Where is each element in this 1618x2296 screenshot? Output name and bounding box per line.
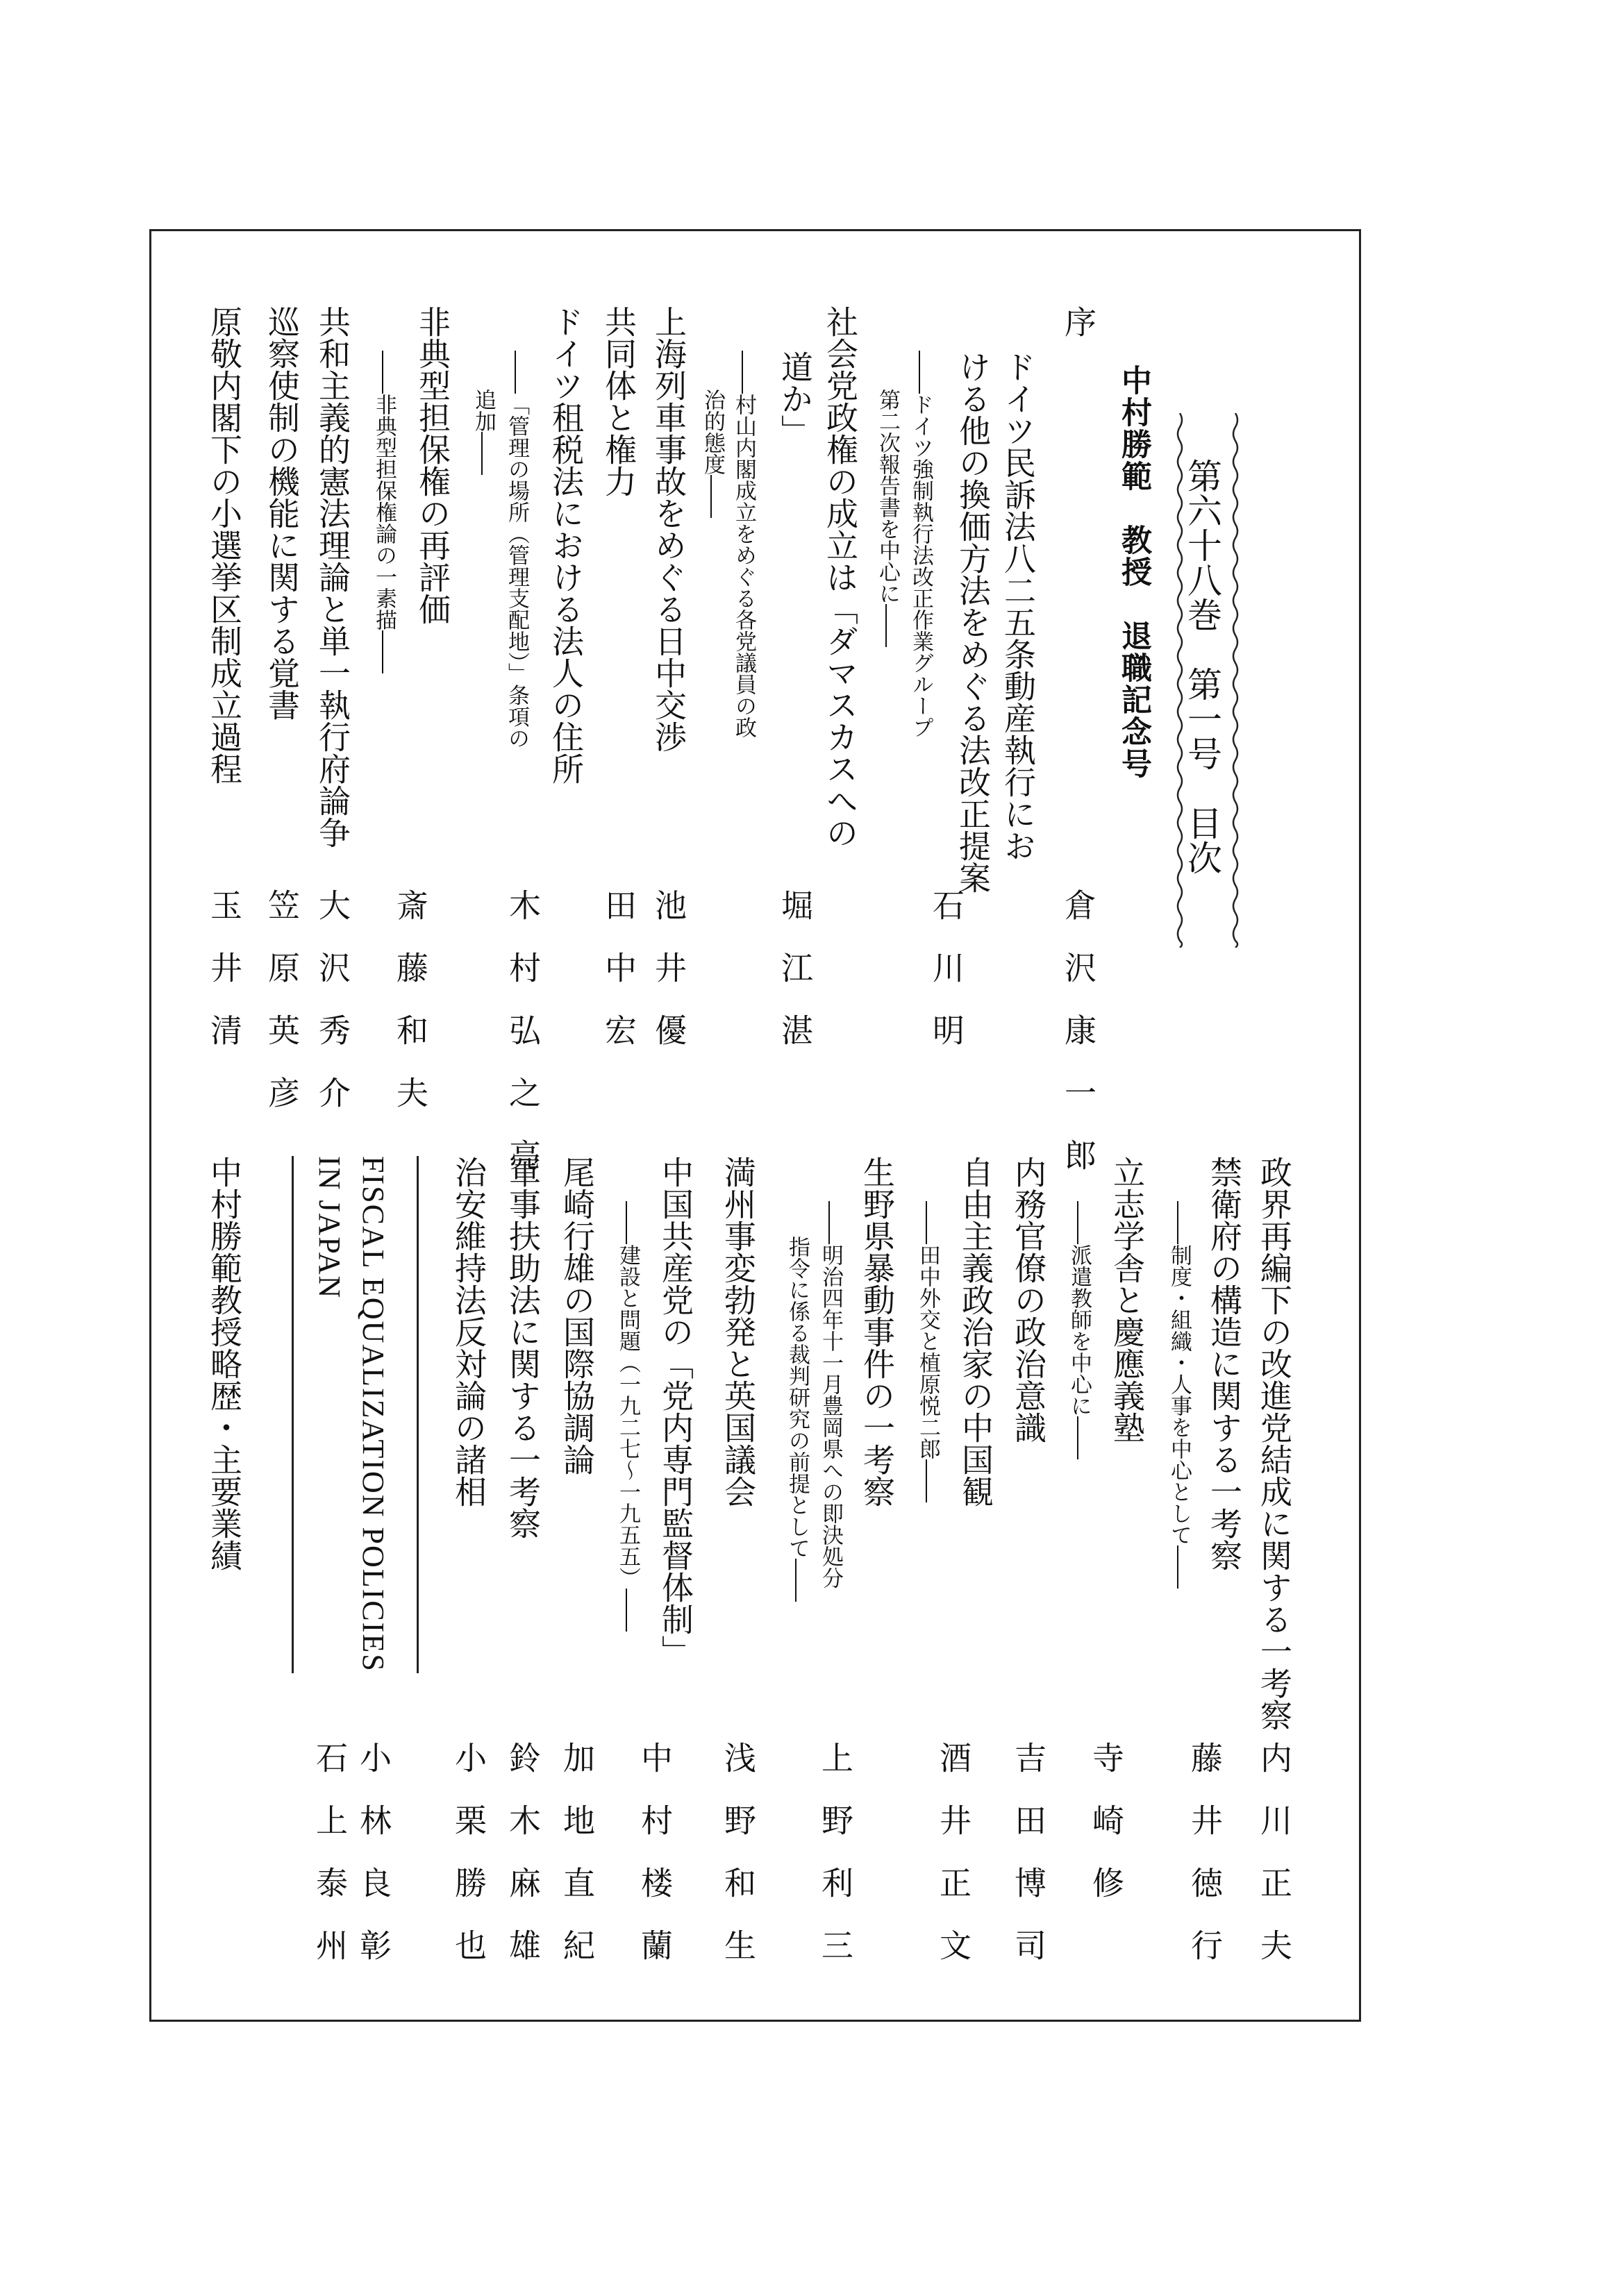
toc-author-8: 笠原英彦 [263,889,301,1139]
toc-subtitle-5: ――「管理の場所（管理支配地）」条項の [504,351,529,749]
toc-title-l5: 生野県暴動事件の一考察 [858,1156,896,1507]
toc-author-4: 田中宏 [600,889,637,1076]
toc-author-l4: 酒井正文 [935,1741,972,1991]
toc-author-3: 池井優 [650,889,687,1076]
toc-title-8: 巡察使制の機能に関する覚書 [263,305,301,721]
toc-title-l9: 軍事扶助法に関する一考察 [504,1156,542,1539]
toc-author-l10: 小栗勝也 [450,1741,487,1991]
toc-title-l3: 内務官僚の政治意識 [1010,1156,1047,1443]
toc-title-7: 共和主義的憲法理論と単一執行府論争 [314,305,351,848]
toc-author-l8: 加地直紀 [558,1741,596,1991]
toc-subtitle-2b: 治的態度―― [700,389,725,518]
toc-author-l7: 中村楼蘭 [636,1741,674,1991]
wavy-rule-right [1231,413,1240,948]
toc-title-l6: 満州事変勃発と英国議会 [719,1156,757,1507]
volume-title: 第六十八巻 第一号 目次 [1182,458,1222,875]
toc-title-l10: 治安維持法反対論の諸相 [450,1156,487,1507]
toc-author-7: 大沢秀介 [314,889,351,1139]
toc-author-l11b: 石上泰州 [311,1741,349,1991]
toc-title-1b: ける他の換価方法をめぐる法改正提案 [954,351,992,894]
toc-subtitle-1: ――ドイツ強制執行法改正作業グループ [908,351,933,738]
toc-title-l2: 立志学舎と慶應義塾 [1108,1156,1146,1443]
toc-title-l12: 中村勝範教授略歴・主要業績 [206,1156,243,1571]
toc-subtitle-5b: 追加―― [471,389,496,475]
toc-title-l4: 自由主義政治家の中国観 [957,1156,994,1507]
wavy-rule-left [1176,413,1184,948]
toc-author-l11: 小林良彰 [355,1741,392,1991]
toc-author-2: 堀江湛 [776,889,814,1076]
toc-author-6: 斎藤和夫 [392,889,429,1139]
toc-author-1: 石川明 [928,889,965,1076]
toc-title-l7: 中国共産党の「党内専門監督体制」 [657,1156,694,1667]
toc-title-l11b: IN JAPAN [312,1156,347,1300]
toc-title-4: 共同体と権力 [600,305,637,497]
toc-author-5: 木村弘之亮 [504,889,542,1201]
toc-author-l1: 藤井徳行 [1186,1741,1224,1991]
toc-author-9: 玉井清 [206,889,243,1076]
toc-title-2b: 道か」 [776,351,814,446]
separator-rule-1 [417,1156,419,1673]
toc-subtitle-l5b: 指令に係る裁判研究の前提として―― [785,1236,810,1602]
toc-subtitle-l1: ――制度・組織・人事を中心として―― [1167,1201,1192,1589]
separator-rule-2 [292,1156,294,1673]
toc-title-9: 原敬内閣下の小選挙区制成立過程 [206,305,243,785]
toc-subtitle-l5: ――明治四年十一月豊岡県への即決処分 [818,1201,843,1589]
toc-title-l8: 尾崎行雄の国際協調論 [558,1156,596,1475]
issue-title: 中村勝範 教授 退職記念号 [1116,364,1151,780]
toc-title-5: ドイツ租税法における法人の住所 [547,305,585,785]
toc-subtitle-l2: ――派遣教師を中心に―― [1067,1201,1092,1459]
toc-title-1: ドイツ民訴法八二五条動産執行にお [999,351,1037,862]
toc-title-l11: FISCAL EQUALIZATION POLICIES [356,1156,390,1673]
toc-author-l9: 鈴木麻雄 [504,1741,542,1991]
toc-title-6: 非典型担保権の再評価 [414,305,451,625]
toc-subtitle-2: ――村山内閣成立をめぐる各党議員の政 [731,351,756,738]
toc-subtitle-l4: ――田中外交と植原悦二郎―― [915,1201,940,1502]
toc-subtitle-6: ――非典型担保権論の一素描―― [372,351,397,673]
toc-author-l0: 内川正夫 [1256,1741,1293,1991]
toc-author-0: 倉沢康一郎 [1060,889,1097,1201]
toc-subtitle-1b: 第二次報告書を中心に―― [875,389,900,647]
toc-title-2: 社会党政権の成立は「ダマスカスへの [821,305,859,848]
toc-title-3: 上海列車事故をめぐる日中交渉 [650,305,687,753]
toc-author-l2: 寺崎修 [1087,1741,1125,1929]
toc-title-l1: 禁衛府の構造に関する一考察 [1206,1156,1243,1571]
toc-author-l6: 浅野和生 [719,1741,757,1991]
toc-subtitle-l7: ――建設と問題（一九二七～一九五五）―― [615,1201,640,1632]
toc-title-0: 序 [1060,305,1097,337]
toc-title-l0: 政界再編下の改進党結成に関する一考察 [1256,1156,1293,1731]
toc-author-l5: 上野利三 [817,1741,854,1991]
toc-author-l3: 吉田博司 [1010,1741,1047,1991]
